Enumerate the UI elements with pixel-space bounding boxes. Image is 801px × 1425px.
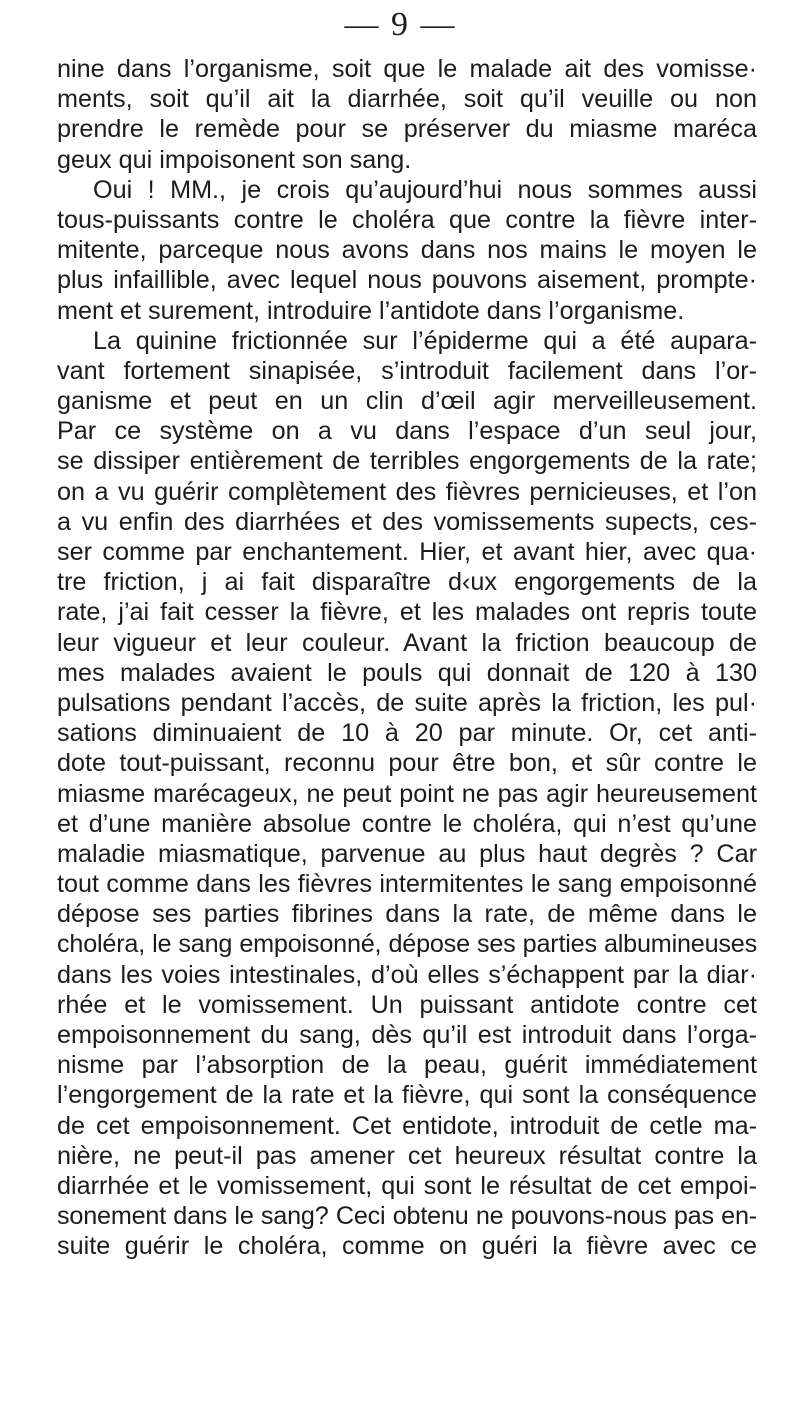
text-line: geux qui impoisonent son sang. xyxy=(57,145,412,174)
text-line: dépose ses parties fibrines dans la rate, de même dans le xyxy=(57,900,757,929)
text-line: rhée et le vomissement. Un puissant antidote contre cet xyxy=(57,990,757,1019)
text-line: diarrhée et le vomissement, qui sont le résultat de cet empoi- xyxy=(57,1171,757,1200)
text-line: Par ce système on a vu dans l’espace d’un seul jour, xyxy=(57,417,757,446)
text-line: Oui ! MM., je crois qu’aujourd’hui nous sommes aussi xyxy=(93,175,757,204)
text-line: sations diminuaient de 10 à 20 par minute. Or, cet anti- xyxy=(57,719,757,748)
text-line: nière, ne peut-il pas amener cet heureux résultat contre la xyxy=(57,1141,757,1170)
text-line: tout comme dans les fièvres intermitentes le sang empoisonné xyxy=(57,870,757,899)
text-line: et d’une manière absolue contre le choléra, qui n’est qu’une xyxy=(57,809,757,838)
text-line: vant fortement sinapisée, s’introduit facilement dans l’or- xyxy=(57,356,757,385)
text-line: mes malades avaient le pouls qui donnait de 120 à 130 xyxy=(57,658,757,687)
text-line: pulsations pendant l’accès, de suite après la friction, les pul· xyxy=(57,688,757,717)
text-line: miasme marécageux, ne peut point ne pas agir heureusement xyxy=(57,779,757,808)
text-line: ser comme par enchantement. Hier, et avant hier, avec qua· xyxy=(57,538,757,566)
text-line: se dissiper entièrement de terribles engorgements de la rate; xyxy=(57,447,757,476)
text-line: dans les voies intestinales, d’où elles s’échappent par la diar· xyxy=(57,960,757,989)
text-line: sonement dans le sang? Ceci obtenu ne pouvons-nous pas en- xyxy=(57,1202,757,1231)
text-line: ment et surement, introduire l’antidote dans l’organisme. xyxy=(57,296,685,325)
text-line: tre friction, j ai fait disparaître d‹ux engorgements de la xyxy=(57,568,757,597)
text-line: de cet empoisonnement. Cet entidote, introduit de cetle ma- xyxy=(57,1111,757,1140)
text-line: prendre le remède pour se préserver du miasme maréca xyxy=(57,115,757,144)
text-line: on a vu guérir complètement des fièvres pernicieuses, et l’on xyxy=(57,477,757,506)
text-line: empoisonnement du sang, dès qu’il est introduit dans l’orga- xyxy=(57,1021,757,1049)
text-line: leur vigueur et leur couleur. Avant la friction beaucoup de xyxy=(57,628,757,657)
text-line: ments, soit qu’il ait la diarrhée, soit qu’il veuille ou non xyxy=(57,85,757,114)
text-line: La quinine frictionnée sur l’épiderme qui a été aupara- xyxy=(93,326,757,355)
text-line: a vu enfin des diarrhées et des vomissements supects, ces- xyxy=(57,507,757,536)
text-line: nine dans l’organisme, soit que le malade ait des vomisse· xyxy=(57,55,757,83)
text-line: maladie miasmatique, parvenue au plus haut degrès ? Car xyxy=(57,839,757,868)
text-line: dote tout-puissant, reconnu pour être bon, et sûr contre le xyxy=(57,749,757,778)
text-line: suite guérir le choléra, comme on guéri la fièvre avec ce xyxy=(57,1232,757,1261)
page-number: — 9 — xyxy=(344,6,457,43)
text-line: ganisme et peut en un clin d’œil agir merveilleusement. xyxy=(57,387,757,416)
text-line: rate, j’ai fait cesser la fièvre, et les malades ont repris toute xyxy=(57,598,757,627)
text-line: nisme par l’absorption de la peau, guérit immédiatement xyxy=(57,1051,757,1080)
text-line: l’engorgement de la rate et la fièvre, qui sont la conséquence xyxy=(57,1081,757,1110)
text-line: mitente, parceque nous avons dans nos mains le moyen le xyxy=(57,236,757,265)
text-line: choléra, le sang empoisonné, dépose ses parties albumineuses xyxy=(57,930,757,959)
text-line: tous-puissants contre le choléra que contre la fièvre inter- xyxy=(57,205,757,234)
text-line: plus infaillible, avec lequel nous pouvons aisement, prompte· xyxy=(57,266,757,295)
body-text xyxy=(57,54,757,1262)
